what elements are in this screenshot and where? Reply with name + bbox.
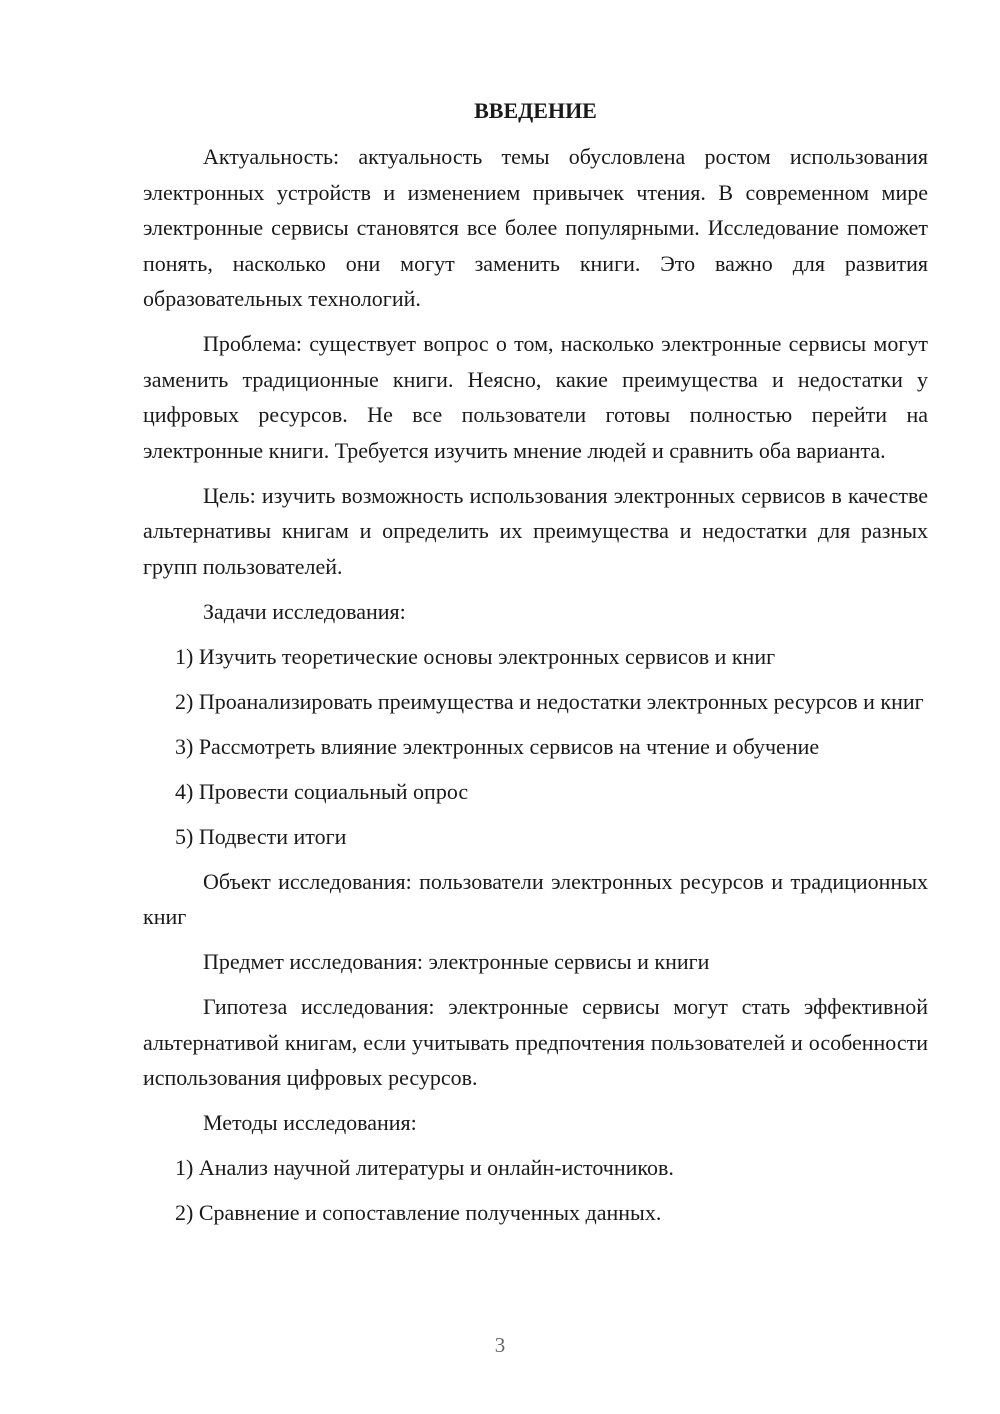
page-number: 3	[494, 1333, 506, 1357]
task-item: 3) Рассмотреть влияние электронных сервисов на чтение и обучение	[175, 733, 820, 759]
method-item: 2) Сравнение и сопоставление полученных данных.	[175, 1200, 662, 1225]
task-item: 4) Провести социальный опрос	[175, 778, 469, 804]
task-item: 5) Подвести итоги	[175, 823, 347, 849]
subject-paragraph: Предмет исследования: электронные сервисы и книги	[203, 949, 710, 974]
problem-paragraph: Проблема: существует вопрос о том, насколько электронные сервисы могут заменить традиционные книги. Неясно, какие преимущества и недостатки у цифровых ресурсов. Не все пользователи готовы полностью перейти на электронные книги. Требуется изучить мнение людей и сравнить оба варианта.	[143, 331, 928, 463]
task-item: 1) Изучить теоретические основы электронных сервисов и книг	[175, 643, 776, 669]
object-paragraph: Объект исследования: пользователи электронных ресурсов и традиционных книг	[143, 868, 928, 929]
task-item: 2) Проанализировать преимущества и недостатки электронных ресурсов и книг	[175, 688, 924, 714]
relevance-paragraph: Актуальность: актуальность темы обусловлена ростом использования электронных устройств и изменением привычек чтения. В современном мире электронные сервисы становятся все более популярными. Исследование поможет понять, насколько они могут заменить книги. Это важно для развития образовательных технологий.	[143, 144, 928, 311]
page-title: ВВЕДЕНИЕ	[474, 98, 597, 123]
methods-heading: Методы исследования:	[203, 1110, 417, 1135]
method-item: 1) Анализ научной литературы и онлайн-источников.	[175, 1155, 674, 1180]
document-page	[143, 96, 928, 1240]
hypothesis-paragraph: Гипотеза исследования: электронные сервисы могут стать эффективной альтернативой книгам, если учитывать предпочтения пользователей и особенности использования цифровых ресурсов.	[143, 994, 928, 1090]
goal-paragraph: Цель: изучить возможность использования электронных сервисов в качестве альтернативы книгам и определить их преимущества и недостатки для разных групп пользователей.	[143, 482, 928, 579]
tasks-heading: Задачи исследования:	[203, 598, 406, 624]
